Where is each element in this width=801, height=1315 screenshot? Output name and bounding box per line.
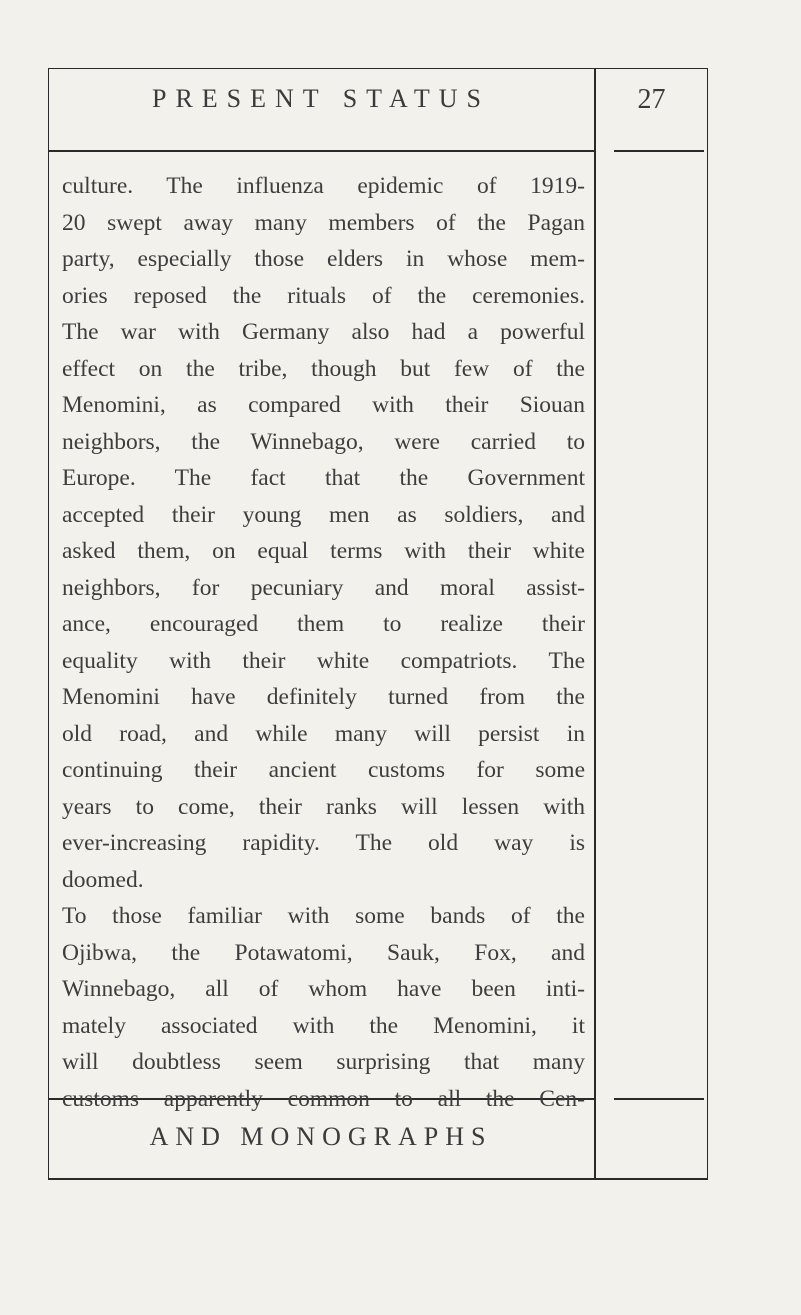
running-foot: AND MONOGRAPHS (149, 1122, 493, 1151)
text-line: continuing their ancient customs for some (62, 757, 585, 783)
text-line: ever-increasing rapidity. The old way is (62, 830, 585, 856)
text-line: doomed. (62, 866, 144, 893)
text-line: party, especially those elders in whose mem- (62, 246, 585, 272)
text-line: Winnebago, all of whom have been inti- (62, 976, 585, 1002)
text-line: years to come, their ranks will lessen with (62, 793, 585, 820)
text-line: Europe. The fact that the Government (62, 465, 585, 491)
text-line: old road, and while many will persist in (62, 720, 585, 747)
text-line: accepted their young men as soldiers, and (62, 501, 585, 528)
page-number: 27 (637, 84, 666, 115)
column-divider (594, 68, 596, 1180)
text-line: ories reposed the rituals of the ceremonies. (62, 282, 585, 309)
text-line: Menomini have definitely turned from the (62, 684, 585, 710)
text-line: asked them, on equal terms with their white (62, 538, 585, 564)
text-line: neighbors, for pecuniary and moral assist- (62, 574, 585, 601)
text-line: culture. The influenza epidemic of 1919- (62, 173, 585, 199)
text-line: 20 swept away many members of the Pagan (62, 209, 585, 236)
text-line: will doubtless seem surprising that many (62, 1049, 585, 1075)
text-line: customs apparently common to all the Cen- (62, 1085, 585, 1112)
text-line: ance, encouraged them to realize their (62, 611, 585, 637)
text-line: Menomini, as compared with their Siouan (62, 392, 585, 418)
running-head: PRESENT STATUS (152, 84, 490, 113)
header-rule-left (48, 150, 594, 152)
text-line: neighbors, the Winnebago, were carried to (62, 428, 585, 455)
text-line: Ojibwa, the Potawatomi, Sauk, Fox, and (62, 939, 585, 966)
text-line: effect on the tribe, though but few of the (62, 355, 585, 382)
text-line: mately associated with the Menomini, it (62, 1012, 585, 1039)
header-rule-right (614, 150, 704, 152)
body-text (62, 168, 585, 1117)
footer-rule-right (614, 1098, 704, 1100)
text-line: To those familiar with some bands of the (62, 903, 585, 929)
text-line: The war with Germany also had a powerful (62, 319, 585, 345)
text-line: equality with their white compatriots. The (62, 647, 585, 674)
